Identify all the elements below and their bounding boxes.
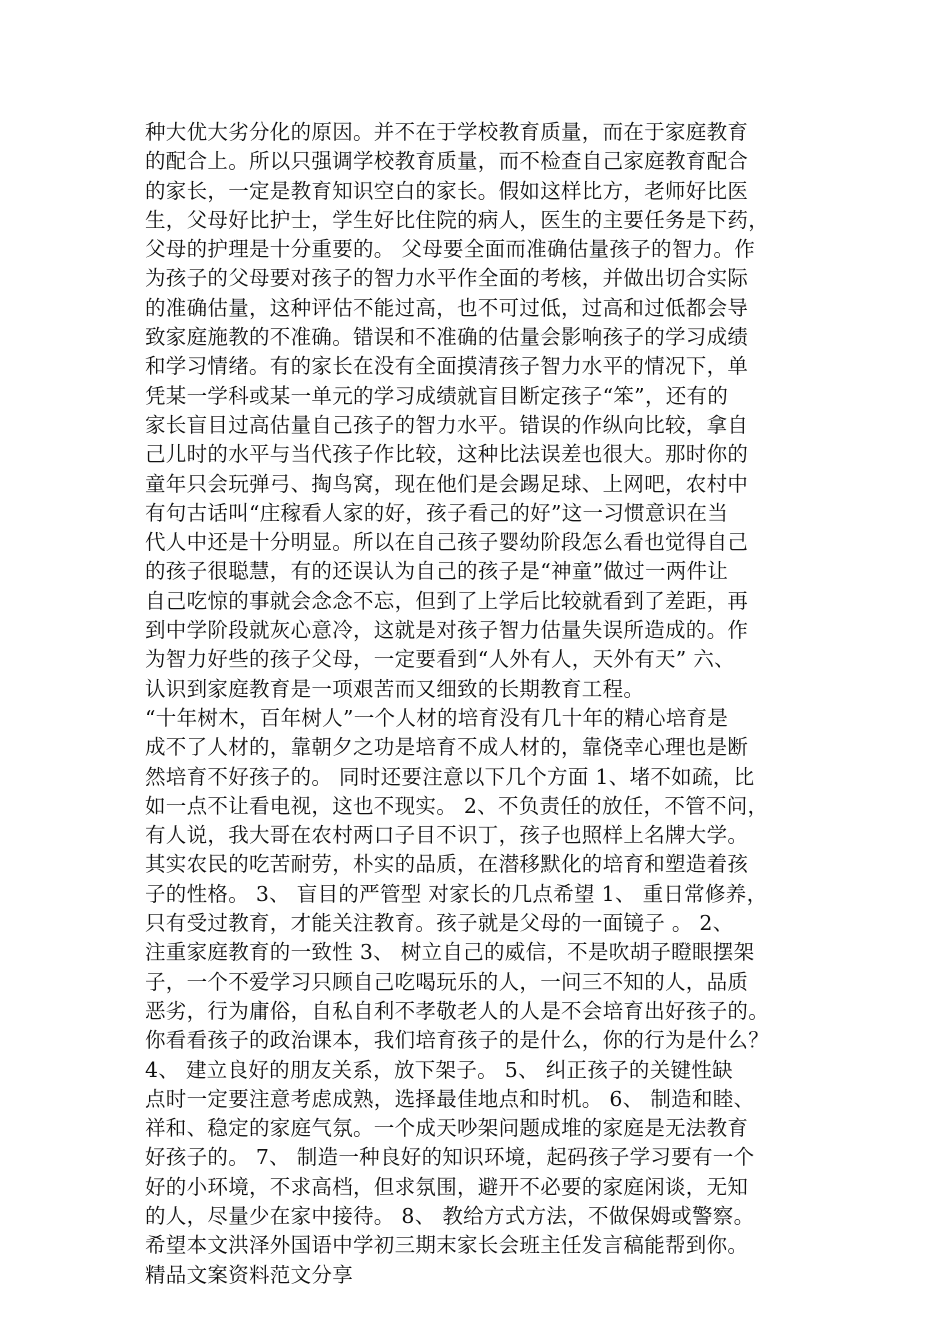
- text-line: 4、 建立良好的朋友关系，放下架子。 5、 纠正孩子的关键性缺: [145, 1057, 733, 1082]
- text-line: 成不了人材的，靠朝夕之功是培育不成人材的，靠侥幸心理也是断: [145, 735, 749, 760]
- text-line: 自己吃惊的事就会念念不忘，但到了上学后比较就看到了差距，再: [145, 588, 749, 613]
- text-line: 的配合上。所以只强调学校教育质量，而不检查自己家庭教育配合: [145, 149, 749, 174]
- text-line: 精品文案资料范文分享: [145, 1262, 353, 1287]
- text-line: 有人说，我大哥在农村两口子目不识丁，孩子也照样上名牌大学。: [145, 823, 749, 848]
- text-line: 子的性格。 3、 盲目的严管型 对家长的几点希望 1、 重日常修养，: [145, 881, 768, 906]
- text-line: “十年树木，百年树人”一个人材的培育没有几十年的精心培育是: [145, 705, 729, 730]
- text-line: 其实农民的吃苦耐劳，朴实的品质，在潜移默化的培育和塑造着孩: [145, 852, 749, 877]
- text-line: 注重家庭教育的一致性 3、 树立自己的威信，不是吹胡子瞪眼摆架: [145, 940, 755, 965]
- text-line: 到中学阶段就灰心意冷，这就是对孩子智力估量失误所造成的。作: [145, 618, 749, 643]
- text-line: 只有受过教育，才能关注教育。孩子就是父母的一面镜子 。 2、: [145, 911, 734, 936]
- text-line: 生，父母好比护士，学生好比住院的病人，医生的主要任务是下药，: [145, 207, 769, 232]
- text-line: 好孩子的。 7、 制造一种良好的知识环境，起码孩子学习要有一个: [145, 1145, 755, 1170]
- text-line: 有句古话叫“庄稼看人家的好，孩子看己的好”这一习惯意识在当: [145, 500, 729, 525]
- text-line: 的孩子很聪慧，有的还误认为自己的孩子是“神童”做过一两件让: [145, 559, 729, 584]
- text-line: 然培育不好孩子的。 同时还要注意以下几个方面 1、堵不如疏，比: [145, 764, 755, 789]
- text-line: 子，一个不爱学习只顾自己吃喝玩乐的人，一问三不知的人，品质: [145, 969, 749, 994]
- text-line: 致家庭施教的不准确。错误和不准确的估量会影响孩子的学习成绩: [145, 325, 749, 350]
- text-line: 父母的护理是十分重要的。 父母要全面而准确估量孩子的智力。作: [145, 237, 756, 262]
- text-line: 种大优大劣分化的原因。并不在于学校教育质量，而在于家庭教育: [145, 120, 749, 144]
- text-line: 的准确估量，这种评估不能过高，也不可过低，过高和过低都会导: [145, 295, 749, 320]
- text-line: 童年只会玩弹弓、掏鸟窝，现在他们是会踢足球、上网吧，农村中: [145, 471, 749, 496]
- text-line: 你看看孩子的政治课本，我们培育孩子的是什么，你的行为是什么？: [145, 1028, 769, 1053]
- text-line: 家长盲目过高估量自己孩子的智力水平。错误的作纵向比较，拿自: [145, 412, 749, 437]
- text-line: 凭某一学科或某一单元的学习成绩就盲目断定孩子“笨”，还有的: [145, 383, 729, 408]
- document-body: [145, 118, 825, 1290]
- text-line: 祥和、稳定的家庭气氛。一个成天吵架问题成堆的家庭是无法教育: [145, 1116, 749, 1141]
- text-line: 如一点不让看电视，这也不现实。 2、不负责任的放任，不管不问，: [145, 793, 769, 818]
- text-line: 恶劣，行为庸俗，自私自利不孝敬老人的人是不会培育出好孩子的。: [145, 998, 769, 1023]
- text-line: 己儿时的水平与当代孩子作比较，这种比法误差也很大。那时你的: [145, 442, 749, 467]
- text-line: 点时一定要注意考虑成熟，选择最佳地点和时机。 6、 制造和睦、: [145, 1086, 755, 1111]
- text-line: 好的小环境，不求高档，但求氛围，避开不必要的家庭闲谈，无知: [145, 1174, 749, 1199]
- text-line: 为孩子的父母要对孩子的智力水平作全面的考核，并做出切合实际: [145, 266, 749, 291]
- text-line: 代人中还是十分明显。所以在自己孩子婴幼阶段怎么看也觉得自己: [145, 530, 749, 555]
- text-line: 认识到家庭教育是一项艰苦而又细致的长期教育工程。: [145, 676, 645, 701]
- text-line: 为智力好些的孩子父母，一定要看到“人外有人，天外有天” 六、: [145, 647, 735, 672]
- text-line: 和学习情绪。有的家长在没有全面摸清孩子智力水平的情况下，单: [145, 354, 749, 379]
- text-line: 的人，尽量少在家中接待。 8、 教给方式方法，不做保姆或警察。: [145, 1203, 755, 1228]
- text-line: 希望本文洪泽外国语中学初三期末家长会班主任发言稿能帮到你。: [145, 1233, 749, 1258]
- text-line: 的家长，一定是教育知识空白的家长。假如这样比方，老师好比医: [145, 178, 749, 203]
